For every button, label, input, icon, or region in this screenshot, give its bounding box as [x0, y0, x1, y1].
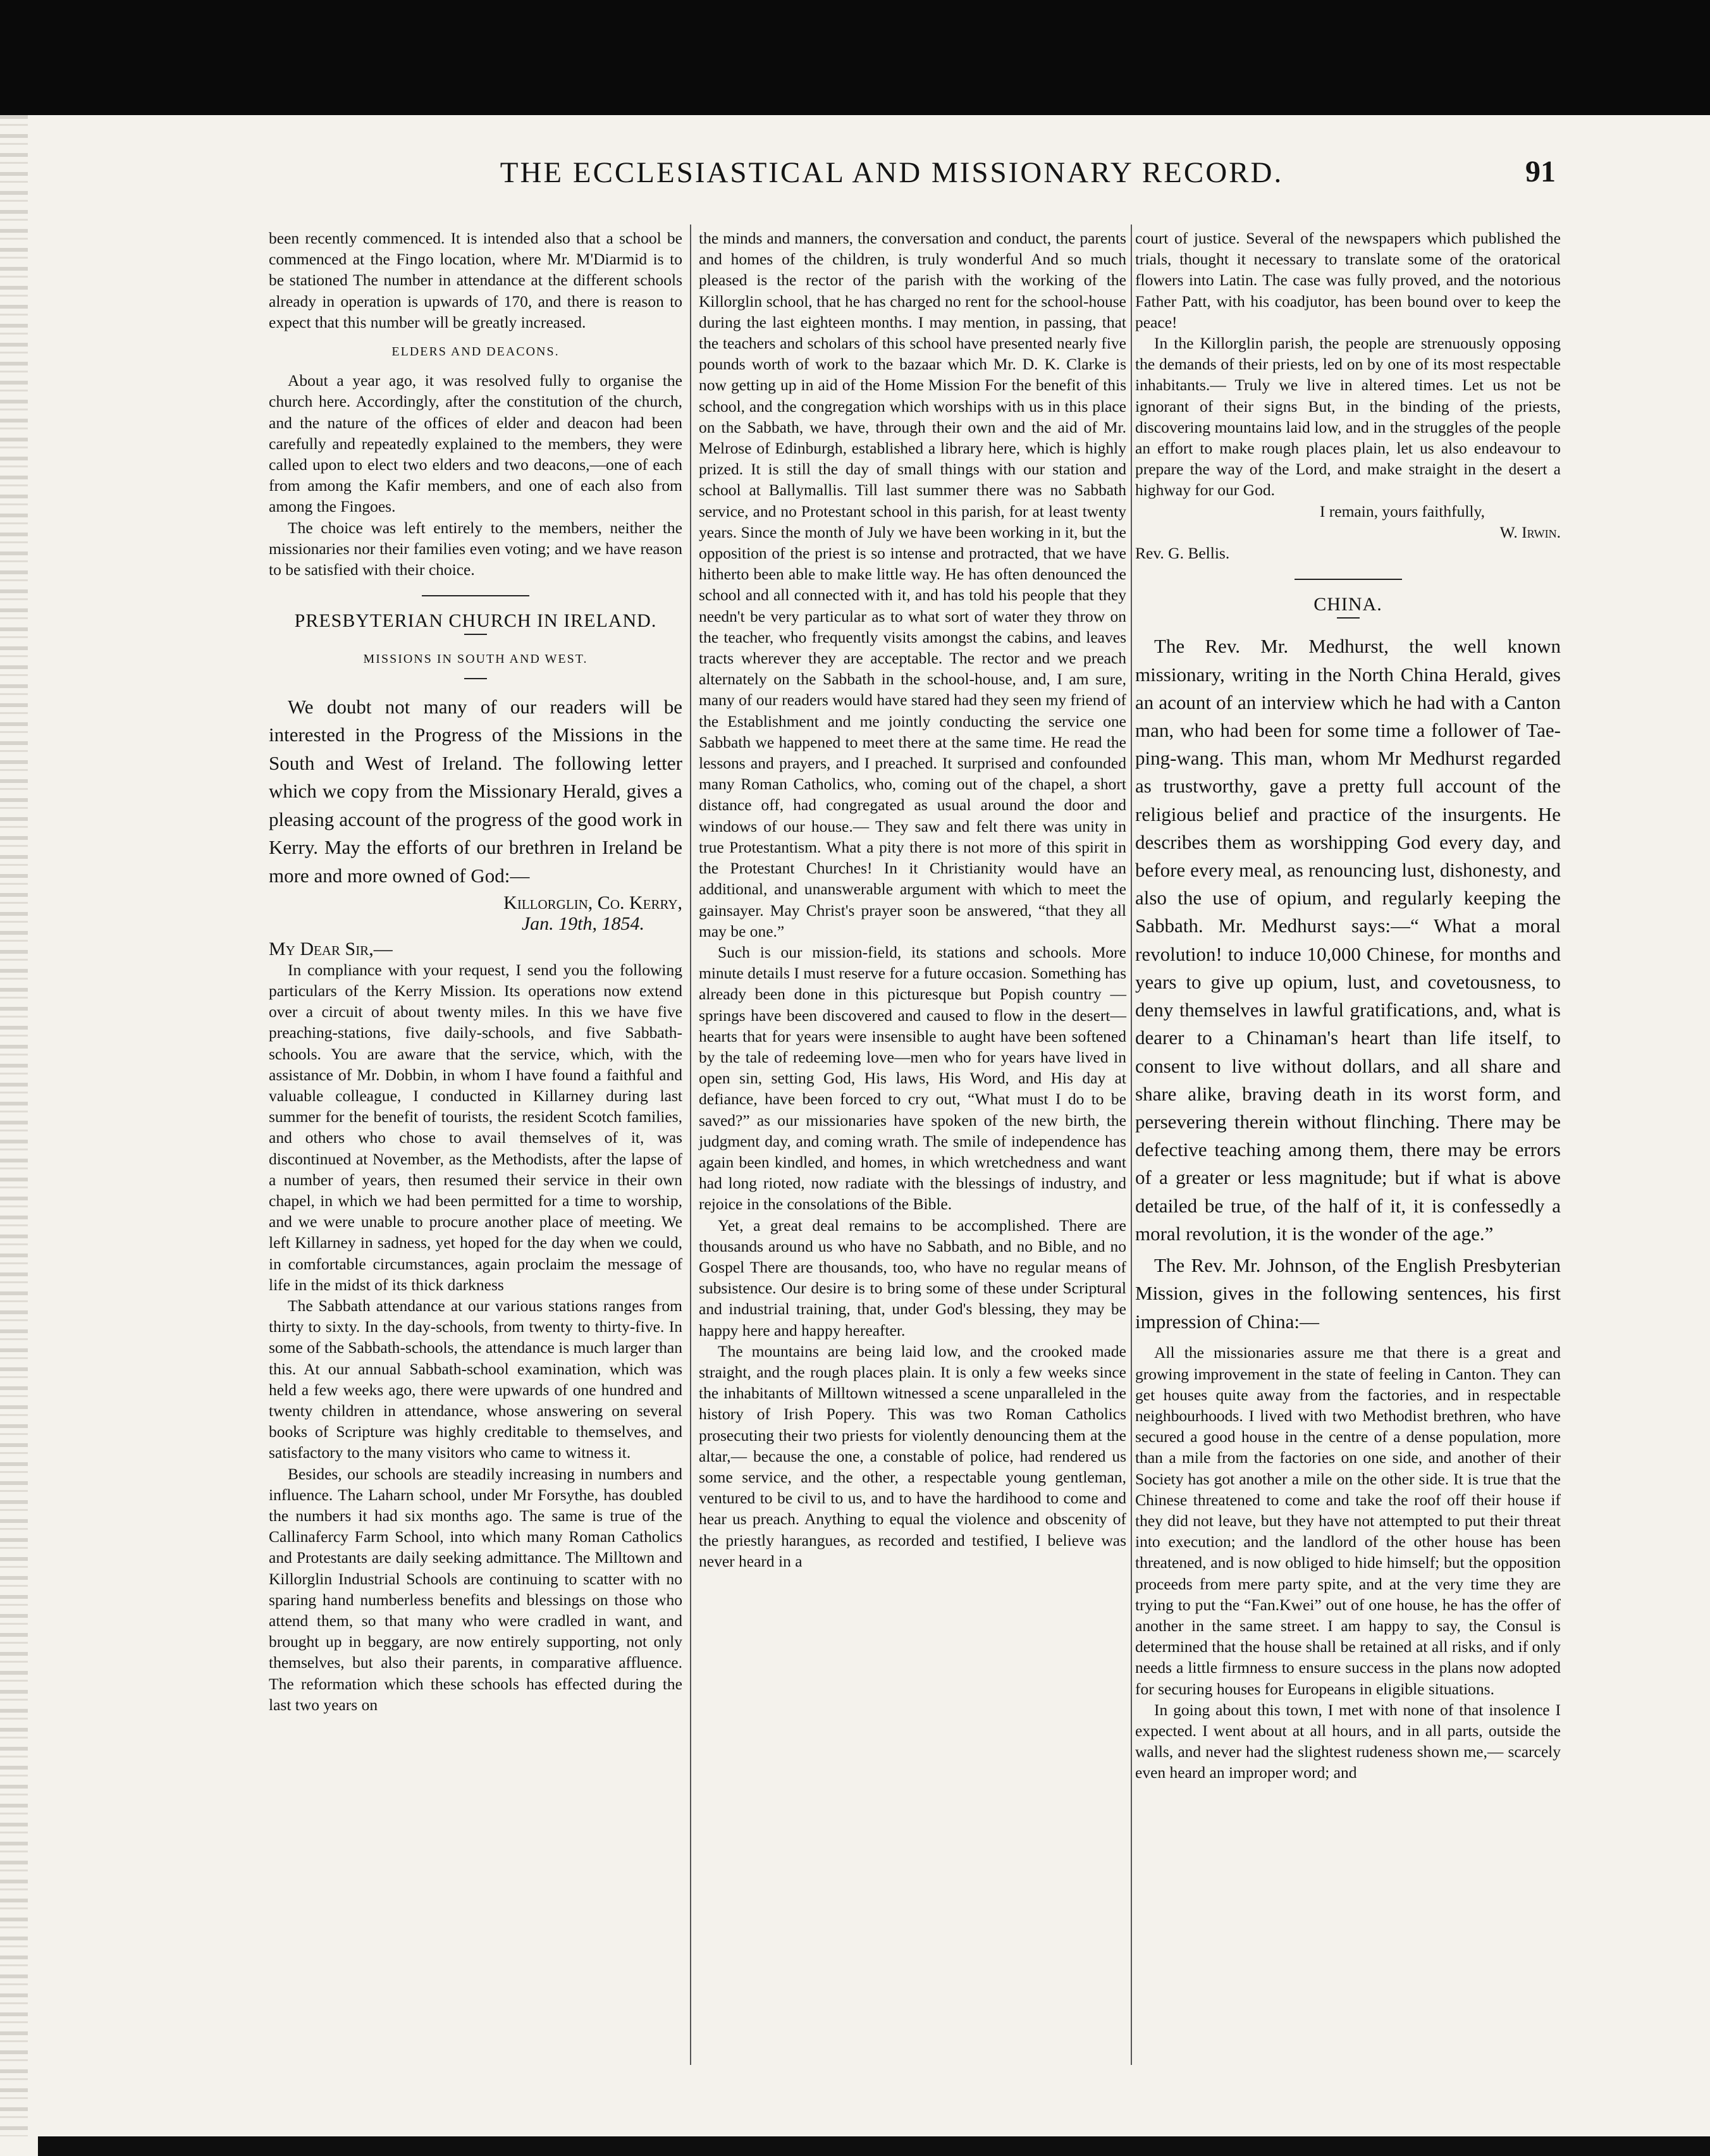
section-heading-china: CHINA. — [1313, 594, 1382, 615]
paragraph: been recently commenced. It is intended also that a school be commenced at the Fingo location, where Mr. M'Diarmid is to be stationed The number in attendance at the different schools already in operation is upwards of 170, and there is reason to expect that this number will be greatly increased. — [269, 229, 682, 331]
short-rule — [464, 634, 487, 635]
paragraph: Such is our mission-field, its stations and schools. More minute details I must reserve for a future occasion. Something has already been done in this picturesque but Popish country —springs have been discovered and caused to flow in the desert—hearts that for years were insensible to aught have been softened by the tale of redeeming love—men who for years have lived in open sin, setting God, His laws, His Word, and His day at defiance, have been forced to cry out, “What must I do to be saved?” as our missionaries have spoken of the new birth, the judgment day, and coming wrath. The smile of independence has again been kindled, and homes, in which wretchedness and want had long rioted, now radiate with the blessings of industry, and rejoice in the consolations of the Bible. — [699, 942, 1126, 1214]
page-header — [266, 156, 1556, 200]
short-rule — [464, 678, 487, 679]
subheading-elders: ELDERS AND DEACONS. — [391, 345, 560, 359]
paragraph: Yet, a great deal remains to be accomplished. There are thousands around us who have no Sabbath, and no Bible, and no Gospel There are thousands, too, who have no regular means of subsistence. Our desire is to bring some of these under Scriptural and industrial training, that, under God's blessing, they may be happy here and happy hereafter. — [699, 1216, 1126, 1340]
paragraph: In the Killorglin parish, the people are strenuously opposing the demands of their priests, led on by one of its most respectable inhabitants.— Truly we live in altered times. Let us not be ignorant of their signs But, in the binding of the priests, discovering mountains laid low, and in the struggles of the people an effort to make rough places plain, let us also endeavour to prepare the way of the Lord, and make straight in the desert a highway for our God. — [1135, 334, 1561, 500]
intro-paragraph: We doubt not many of our readers will be interested in the Progress of the Missions in the South and West of Ireland. The following letter which we copy from the Missionary Herald, gives a pleasing account of the progress of the good work in Kerry. May the efforts of our brethren in Ireland be more and more owned of God:— — [269, 695, 682, 887]
column-rule — [690, 225, 691, 2065]
paragraph: The mountains are being laid low, and the crooked made straight, and the rough places plain. It is only a few weeks since the inhabitants of Milltown witnessed a scene unparalleled in the history of Irish Popery. This was two Roman Catholics prosecuting their two priests for violently denouncing them at the altar,— because the one, a constable of police, had rendered us some service, and the other, a respectable young gentleman, ventured to be civil to us, and to have the hardihood to come and hear us preach. Anything to equal the violence and obscenity of the priestly harangues, as recorded and testified, I believe was never heard in a — [699, 1341, 1126, 1570]
running-title: THE ECCLESIASTICAL AND MISSIONARY RECORD. — [500, 156, 1284, 189]
paragraph: In going about this town, I met with none of that insolence I expected. I went about at all hours, and in all parts, outside the walls, and never had the slightest rudeness shown me,— scarcely even heard an improper word; and — [1135, 1700, 1561, 1782]
page-number: 91 — [1525, 155, 1556, 188]
paragraph: The Sabbath attendance at our various stations ranges from thirty to sixty. In the day-schools, from twenty to thirty-five. In some of the Sabbath-schools, the attendance is much larger than this. At our annual Sabbath-school examination, which was held a few weeks ago, there were upwards of one hundred and twenty children in attendance, whose answering on several books of Scripture was highly creditable to themselves, and satisfactory to the many visitors who came to witness it. — [269, 1297, 682, 1462]
column-left — [269, 228, 682, 1715]
column-right — [1135, 228, 1561, 1783]
paragraph: In compliance with your request, I send you the following particulars of the Kerry Mission. Its operations now extend over a circuit of about twenty miles. In this we have five preaching-stations, five daily-schools, and five Sabbath-schools. You are aware that the service, which, with the assistance of Mr. Dobbin, in whom I have found a faithful and valuable colleague, I conducted in Killarney during last summer for the benefit of tourists, the resident Scotch families, and others who chose to avail themselves of it, was discontinued at November, as the Methodists, after the lapse of a number of years, then resumed their service in their own chapel, in which we had been permitted for a time to worship, and we were unable to procure another place of meeting. We left Killarney in sadness, yet hoped for the day when we could, in comfortable circumstances, again proclaim the message of life in the midst of its thick darkness — [269, 960, 682, 1294]
scan-border-top — [0, 0, 1710, 115]
letter-date: Jan. 19th, 1854. — [521, 913, 644, 935]
subheading-missions: MISSIONS IN SOUTH AND WEST. — [363, 652, 588, 667]
scan-gutter — [0, 115, 28, 2136]
paragraph: the minds and manners, the conversation and conduct, the parents and homes of the children, is truly wonderful And so much pleased is the rector of the parish with the working of the Killorglin school, that he has charged no rent for the school-house during the last eighteen months. I may mention, in passing, that the teachers and scholars of this school have presented nearly five pounds worth of work to the bazaar which Mr. D. K. Clarke is now getting up in aid of the Home Mission For the benefit of this school, and the congregation which worships with us in this place on the Sabbath, we have, through their own and the aid of Mr. Melrose of Edinburgh, established a library here, which is highly prized. It is still the day of small things with our station and school at Ballymallis. Till last summer there was no Sabbath service, and no Protestant school in this parish, for at least twenty years. Since the month of July we have been working in it, but the opposition of the priest is so intense and protracted, that we have hitherto been able to make little way. He has often denounced the school and all connected with it, and has told his people that they needn't be very particular as to what sort of water they throw on the teacher, who frequently visits amongst the cabins, and leaves tracts wherever they are acceptable. The rector and we preach alternately on the Sabbath in the school-house, and, I am sure, many of our readers would have stared had they seen my friend of the Establishment and me jointly conducting the service one Sabbath we happened to meet there at the same time. He read the lessons and prayers, and I preached. It surprised and confounded many Roman Catholics, who, coming out of the chapel, a short distance off, had congregated as usual around the door and windows of our house.— They saw and felt there was unity in true Protestantism. What a pity there is not more of this spirit in the Protestant Churches! In it Christianity would have an additional, and unanswerable argument with which to meet the gainsayer. May Christ's prayer soon be answered, “that they all may be one.” — [699, 229, 1126, 940]
column-middle — [699, 228, 1126, 1572]
letter-addressee: Rev. G. Bellis. — [1135, 544, 1230, 563]
column-rule — [1131, 225, 1132, 2065]
paragraph: court of justice. Several of the newspapers which published the trials, thought it necessary to translate some of the oratorical flowers into Latin. The case was fully proved, and the notorious Father Patt, with his coadjutor, has been bound over to keep the peace! — [1135, 229, 1561, 331]
paragraph: The choice was left entirely to the members, neither the missionaries nor their families even voting; and we have reason to be satisfied with their choice. — [269, 518, 682, 579]
letter-salutation: My Dear Sir,— — [269, 938, 393, 959]
short-rule — [1337, 617, 1360, 619]
section-divider — [1295, 579, 1402, 580]
paragraph: Besides, our schools are steadily increasing in numbers and influence. The Laharn school, under Mr Forsythe, has doubled the numbers it had six months ago. The same is true of the Callinafercy Farm School, into which many Roman Catholics and Protestants are daily seeking admittance. The Milltown and Killorglin Industrial Schools are continuing to scatter with no sparing hand numberless benefits and blessings on those who attend them, so that many who were cradled in want, and brought up in beggary, are now entirely supporting, not only themselves, but also their parents, in comparative affluence. The reformation which these schools has effected during the last two years on — [269, 1464, 682, 1714]
intro-paragraph: The Rev. Mr. Medhurst, the well known missionary, writing in the North China Herald, gives an acount of an interview which he had with a Canton man, who had been for some time a follower of Tae-ping-wang. This man, whom Mr Medhurst regarded as trustworthy, gave a pretty full account of the religious belief and practice of the insurgents. He describes them as worshipping God every day, and before every meal, as renouncing lust, dishonesty, and also the use of opium, and regularly keeping the Sabbath. Mr. Medhurst says:—“ What a moral revolution! to induce 10,000 Chinese, for months and years to give up opium, lust, and covetousness, to deny themselves in lawful gratifications, and, what is dearer to a Chinaman's heart than life itself, to consent to live without dollars, and all share and share alike, braving death in its worst form, and persevering therein without flinching. There may be defective teaching among them, there may be errors of a greater or less magnitude; but if what is above detailed be true, of the half of it, it is confessedly a moral revolution, it is the wonder of the age.” — [1135, 635, 1561, 1245]
letter-closing: I remain, yours faithfully, — [1319, 502, 1485, 521]
letter-signature: W. Irwin. — [1499, 522, 1561, 541]
letter-place: Killorglin, Co. Kerry, — [503, 892, 682, 914]
section-divider — [422, 595, 529, 596]
scan-border-bottom — [38, 2136, 1710, 2156]
intro-paragraph: The Rev. Mr. Johnson, of the English Presbyterian Mission, gives in the following sentences, his first impression of China:— — [1135, 1254, 1561, 1333]
paragraph: All the missionaries assure me that there is a great and growing improvement in the state of feeling in Canton. They can get houses quite away from the factories, and in respectable neighbourhoods. I lived with two Methodist brethren, who have secured a good house in the centre of a dense population, more than a mile from the factories on one side, and another of their Society has got another a mile on the other side. It is true that the Chinese threatened to come and take the roof off their house if they did not leave, but they have not attempted to put their threat into execution; and the landlord of the other house has been threatened, and is now obliged to hide himself; but the opposition proceeds from mere party spite, and at the very time they are trying to put the “Fan.Kwei” out of one house, he has the offer of another in the same street. I am happy to say, the Consul is determined that the house shall be retained at all risks, and if only needs a little firmness to ensure success in the plans now adopted for securing houses for Europeans in eligible situations. — [1135, 1343, 1561, 1698]
paragraph: About a year ago, it was resolved fully to organise the church here. Accordingly, after the constitution of the church, and the nature of the offices of elder and deacon had been carefully and repeatedly explained to the members, they were called upon to elect two elders and two deacons,—one of each from among the Kafir members, and one of each also from among the Fingoes. — [269, 371, 682, 516]
section-heading-ireland: PRESBYTERIAN CHURCH IN IRELAND. — [294, 610, 657, 632]
